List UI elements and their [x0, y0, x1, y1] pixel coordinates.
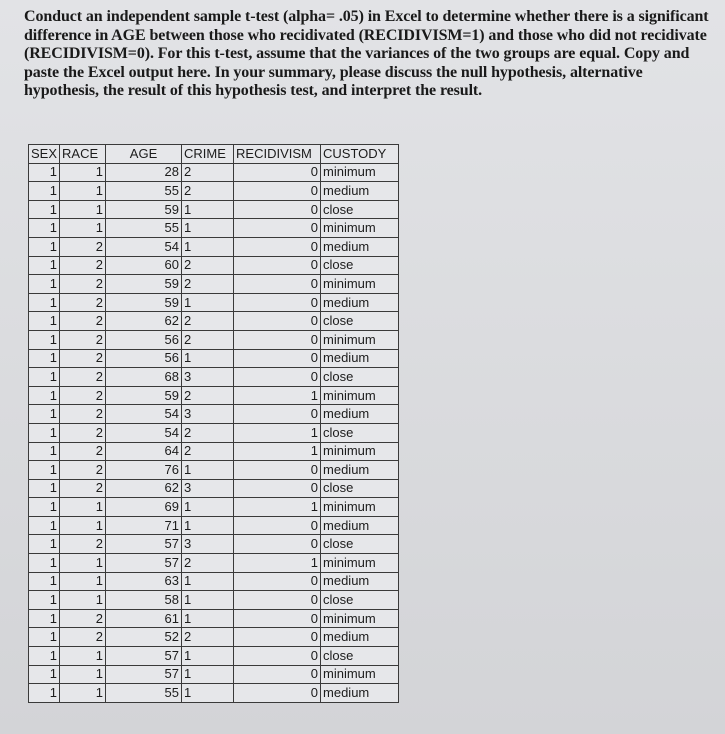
cell-crime: 2 — [182, 628, 234, 647]
cell-crime: 3 — [182, 479, 234, 498]
table-row — [29, 554, 399, 573]
cell-race: 2 — [60, 479, 106, 498]
cell-custody: medium — [321, 405, 399, 424]
cell-race: 1 — [60, 219, 106, 238]
header-crime: CRIME — [182, 145, 234, 164]
cell-crime: 2 — [182, 312, 234, 331]
table-row — [29, 293, 399, 312]
table-row — [29, 609, 399, 628]
cell-crime: 2 — [182, 423, 234, 442]
cell-age: 62 — [106, 312, 182, 331]
cell-crime: 1 — [182, 647, 234, 666]
table-row — [29, 386, 399, 405]
cell-custody: minimum — [321, 498, 399, 517]
cell-sex: 1 — [29, 628, 60, 647]
cell-custody: close — [321, 200, 399, 219]
table-row — [29, 256, 399, 275]
cell-crime: 2 — [182, 442, 234, 461]
cell-crime: 1 — [182, 684, 234, 703]
cell-race: 2 — [60, 330, 106, 349]
cell-sex: 1 — [29, 684, 60, 703]
cell-custody: minimum — [321, 442, 399, 461]
cell-age: 64 — [106, 442, 182, 461]
cell-recidivism: 0 — [234, 312, 321, 331]
cell-recidivism: 0 — [234, 461, 321, 480]
cell-sex: 1 — [29, 200, 60, 219]
cell-recidivism: 1 — [234, 423, 321, 442]
data-table — [28, 144, 399, 703]
cell-custody: minimum — [321, 609, 399, 628]
table-row — [29, 684, 399, 703]
table-row — [29, 275, 399, 294]
cell-crime: 2 — [182, 386, 234, 405]
cell-recidivism: 0 — [234, 200, 321, 219]
cell-age: 52 — [106, 628, 182, 647]
header-race: RACE — [60, 145, 106, 164]
cell-recidivism: 0 — [234, 256, 321, 275]
cell-custody: minimum — [321, 219, 399, 238]
cell-age: 56 — [106, 349, 182, 368]
cell-crime: 1 — [182, 461, 234, 480]
cell-custody: medium — [321, 237, 399, 256]
header-row — [29, 145, 399, 164]
cell-recidivism: 0 — [234, 405, 321, 424]
cell-sex: 1 — [29, 535, 60, 554]
cell-recidivism: 0 — [234, 684, 321, 703]
cell-custody: close — [321, 535, 399, 554]
cell-crime: 1 — [182, 609, 234, 628]
cell-custody: close — [321, 647, 399, 666]
cell-race: 2 — [60, 256, 106, 275]
cell-sex: 1 — [29, 498, 60, 517]
cell-age: 57 — [106, 554, 182, 573]
cell-recidivism: 0 — [234, 647, 321, 666]
cell-crime: 1 — [182, 516, 234, 535]
cell-age: 63 — [106, 572, 182, 591]
cell-race: 1 — [60, 665, 106, 684]
cell-race: 1 — [60, 591, 106, 610]
cell-custody: medium — [321, 572, 399, 591]
table-row — [29, 516, 399, 535]
cell-custody: minimum — [321, 554, 399, 573]
cell-race: 2 — [60, 275, 106, 294]
cell-recidivism: 0 — [234, 163, 321, 182]
cell-age: 57 — [106, 647, 182, 666]
cell-recidivism: 0 — [234, 535, 321, 554]
cell-recidivism: 0 — [234, 349, 321, 368]
cell-crime: 1 — [182, 665, 234, 684]
cell-race: 1 — [60, 163, 106, 182]
cell-crime: 1 — [182, 237, 234, 256]
cell-custody: medium — [321, 516, 399, 535]
table-row — [29, 405, 399, 424]
cell-race: 1 — [60, 684, 106, 703]
cell-custody: close — [321, 312, 399, 331]
cell-sex: 1 — [29, 368, 60, 387]
table-row — [29, 535, 399, 554]
cell-crime: 1 — [182, 200, 234, 219]
table-row — [29, 461, 399, 480]
cell-sex: 1 — [29, 423, 60, 442]
cell-custody: close — [321, 256, 399, 275]
cell-race: 2 — [60, 237, 106, 256]
cell-recidivism: 1 — [234, 498, 321, 517]
cell-sex: 1 — [29, 479, 60, 498]
cell-recidivism: 1 — [234, 554, 321, 573]
cell-sex: 1 — [29, 275, 60, 294]
table-row — [29, 312, 399, 331]
table-row — [29, 237, 399, 256]
table-row — [29, 442, 399, 461]
cell-sex: 1 — [29, 572, 60, 591]
cell-sex: 1 — [29, 349, 60, 368]
cell-crime: 1 — [182, 219, 234, 238]
cell-recidivism: 0 — [234, 368, 321, 387]
cell-recidivism: 1 — [234, 442, 321, 461]
cell-race: 2 — [60, 293, 106, 312]
cell-recidivism: 0 — [234, 572, 321, 591]
cell-recidivism: 0 — [234, 293, 321, 312]
cell-recidivism: 0 — [234, 219, 321, 238]
table-row — [29, 182, 399, 201]
cell-race: 2 — [60, 349, 106, 368]
cell-recidivism: 0 — [234, 479, 321, 498]
cell-age: 69 — [106, 498, 182, 517]
table-row — [29, 572, 399, 591]
cell-age: 62 — [106, 479, 182, 498]
question-text: Conduct an independent sample t-test (alpha= .05) in Excel to determine whether there is a significant difference in AGE between those who recidivated (RECIDIVISM=1) and those who did not recidivate (RECIDIVISM=0). For this t-test, assume that the variances of the two groups are equal. Copy and paste the Excel output here. In your summary, please discuss the null hypothesis, alternative hypothesis, the result of this hypothesis test, and interpret the result. — [24, 8, 709, 99]
cell-age: 55 — [106, 219, 182, 238]
cell-crime: 2 — [182, 256, 234, 275]
cell-sex: 1 — [29, 609, 60, 628]
cell-custody: medium — [321, 293, 399, 312]
cell-race: 2 — [60, 368, 106, 387]
cell-recidivism: 0 — [234, 275, 321, 294]
cell-sex: 1 — [29, 293, 60, 312]
cell-race: 2 — [60, 535, 106, 554]
cell-race: 1 — [60, 554, 106, 573]
table-row — [29, 349, 399, 368]
table-row — [29, 368, 399, 387]
cell-crime: 1 — [182, 293, 234, 312]
cell-age: 60 — [106, 256, 182, 275]
cell-age: 57 — [106, 535, 182, 554]
cell-sex: 1 — [29, 219, 60, 238]
cell-race: 1 — [60, 200, 106, 219]
cell-recidivism: 0 — [234, 591, 321, 610]
cell-race: 1 — [60, 516, 106, 535]
cell-age: 76 — [106, 461, 182, 480]
cell-crime: 1 — [182, 349, 234, 368]
header-recidivism: RECIDIVISM — [234, 145, 321, 164]
cell-sex: 1 — [29, 330, 60, 349]
cell-custody: close — [321, 368, 399, 387]
cell-crime: 2 — [182, 330, 234, 349]
cell-race: 1 — [60, 647, 106, 666]
cell-sex: 1 — [29, 647, 60, 666]
cell-crime: 2 — [182, 275, 234, 294]
cell-custody: minimum — [321, 330, 399, 349]
cell-race: 2 — [60, 442, 106, 461]
cell-crime: 2 — [182, 163, 234, 182]
cell-age: 55 — [106, 684, 182, 703]
cell-recidivism: 0 — [234, 516, 321, 535]
cell-race: 1 — [60, 498, 106, 517]
cell-race: 2 — [60, 386, 106, 405]
table-row — [29, 479, 399, 498]
cell-crime: 3 — [182, 405, 234, 424]
cell-sex: 1 — [29, 256, 60, 275]
cell-age: 54 — [106, 423, 182, 442]
cell-crime: 1 — [182, 572, 234, 591]
cell-age: 54 — [106, 405, 182, 424]
cell-race: 1 — [60, 182, 106, 201]
table-row — [29, 219, 399, 238]
cell-custody: minimum — [321, 665, 399, 684]
cell-custody: minimum — [321, 163, 399, 182]
table-body — [29, 163, 399, 702]
table-row — [29, 330, 399, 349]
table-row — [29, 647, 399, 666]
cell-sex: 1 — [29, 386, 60, 405]
cell-recidivism: 0 — [234, 182, 321, 201]
cell-crime: 3 — [182, 368, 234, 387]
cell-custody: close — [321, 423, 399, 442]
cell-sex: 1 — [29, 442, 60, 461]
cell-crime: 2 — [182, 182, 234, 201]
cell-custody: close — [321, 479, 399, 498]
cell-custody: medium — [321, 349, 399, 368]
cell-recidivism: 0 — [234, 628, 321, 647]
cell-race: 1 — [60, 572, 106, 591]
table-row — [29, 498, 399, 517]
cell-race: 2 — [60, 609, 106, 628]
table-row — [29, 628, 399, 647]
cell-custody: medium — [321, 628, 399, 647]
cell-age: 28 — [106, 163, 182, 182]
cell-sex: 1 — [29, 237, 60, 256]
cell-recidivism: 1 — [234, 386, 321, 405]
cell-recidivism: 0 — [234, 237, 321, 256]
cell-sex: 1 — [29, 312, 60, 331]
cell-custody: medium — [321, 684, 399, 703]
cell-age: 71 — [106, 516, 182, 535]
cell-sex: 1 — [29, 665, 60, 684]
table-row — [29, 200, 399, 219]
cell-custody: minimum — [321, 386, 399, 405]
cell-age: 56 — [106, 330, 182, 349]
table-row — [29, 591, 399, 610]
cell-sex: 1 — [29, 405, 60, 424]
header-sex: SEX — [29, 145, 60, 164]
cell-age: 59 — [106, 275, 182, 294]
table-row — [29, 163, 399, 182]
cell-age: 59 — [106, 293, 182, 312]
cell-sex: 1 — [29, 516, 60, 535]
cell-recidivism: 0 — [234, 609, 321, 628]
cell-age: 58 — [106, 591, 182, 610]
cell-custody: minimum — [321, 275, 399, 294]
cell-custody: medium — [321, 182, 399, 201]
cell-custody: close — [321, 591, 399, 610]
cell-age: 59 — [106, 200, 182, 219]
cell-age: 57 — [106, 665, 182, 684]
cell-crime: 1 — [182, 591, 234, 610]
cell-age: 68 — [106, 368, 182, 387]
cell-sex: 1 — [29, 163, 60, 182]
cell-age: 55 — [106, 182, 182, 201]
cell-custody: medium — [321, 461, 399, 480]
table-row — [29, 423, 399, 442]
cell-crime: 2 — [182, 554, 234, 573]
cell-age: 61 — [106, 609, 182, 628]
cell-race: 2 — [60, 312, 106, 331]
cell-recidivism: 0 — [234, 665, 321, 684]
cell-sex: 1 — [29, 182, 60, 201]
cell-recidivism: 0 — [234, 330, 321, 349]
cell-crime: 1 — [182, 498, 234, 517]
header-custody: CUSTODY — [321, 145, 399, 164]
cell-age: 54 — [106, 237, 182, 256]
cell-sex: 1 — [29, 461, 60, 480]
header-age: AGE — [106, 145, 182, 164]
cell-race: 2 — [60, 405, 106, 424]
table-row — [29, 665, 399, 684]
cell-sex: 1 — [29, 554, 60, 573]
cell-race: 2 — [60, 423, 106, 442]
cell-age: 59 — [106, 386, 182, 405]
cell-race: 2 — [60, 628, 106, 647]
cell-crime: 3 — [182, 535, 234, 554]
cell-sex: 1 — [29, 591, 60, 610]
cell-race: 2 — [60, 461, 106, 480]
